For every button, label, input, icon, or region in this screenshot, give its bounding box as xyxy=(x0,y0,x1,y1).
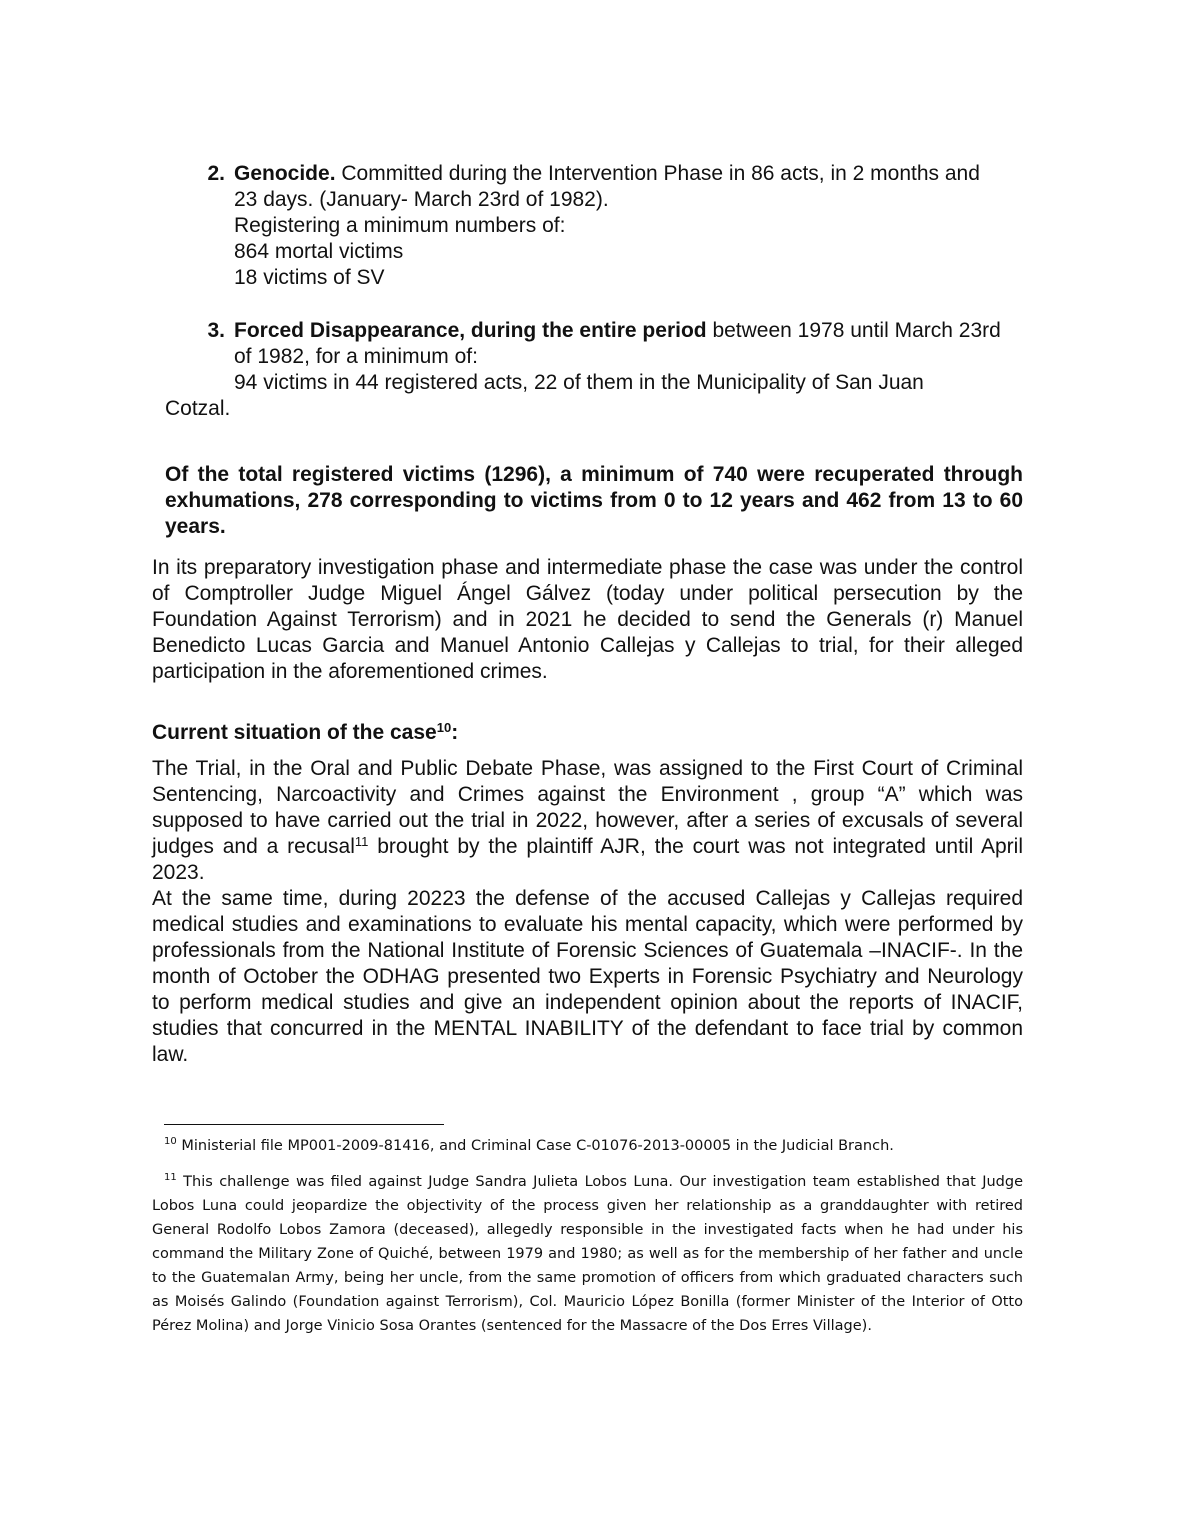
list-item-line: 864 mortal victims xyxy=(234,240,404,263)
list-item-title: Forced Disappearance, during the entire period xyxy=(234,319,707,342)
heading-colon: : xyxy=(451,721,459,744)
footnote-number: 10 xyxy=(164,1136,177,1147)
heading-text: Current situation of the case xyxy=(152,721,437,744)
list-item-line xyxy=(234,318,1001,344)
list-item-line xyxy=(234,161,980,187)
section-heading xyxy=(152,720,458,746)
footnote-ref[interactable]: 10 xyxy=(436,720,452,735)
footnote-10 xyxy=(164,1134,1023,1158)
footnote-text: This challenge was filed against Judge Sandra Julieta Lobos Luna. Our investigation team established that Judge Lobos Luna could jeopardize the objectivity of the process given her relationship as a granddaughter with retired General Rodolfo Lobos Zamora (deceased), allegedly responsible in the investigated facts when he had under his command the Military Zone of Quiché, between 1979 and 1980; as well as for the membership of her father and uncle to the Guatemalan Army, being her uncle, from the same promotion of officers from which graduated characters such as Moisés Galindo (Foundation against Terrorism), Col. Mauricio López Bonilla (former Minister of the Interior of Otto Pérez Molina) and Jorge Vinicio Sosa Orantes (sentenced for the Massacre of the Dos Erres Village). xyxy=(152,1174,1023,1334)
investigation-paragraph: In its preparatory investigation phase and intermediate phase the case was under the control of Comptroller Judge Miguel Ángel Gálvez (today under political persecution by the Foundation Against Terrorism) and in 2021 he decided to send the Generals (r) Manuel Benedicto Lucas Garcia and Manuel Antonio Callejas y Callejas to trial, for their alleged participation in the aforementioned crimes. xyxy=(152,556,1023,683)
list-item-line: Cotzal. xyxy=(165,397,231,420)
list-item-line: 23 days. (January- March 23rd of 1982). xyxy=(234,188,609,211)
list-item-line: 94 victims in 44 registered acts, 22 of them in the Municipality of San Juan xyxy=(234,371,924,394)
list-item-body xyxy=(234,161,980,291)
list-item-title: Genocide. xyxy=(234,162,336,185)
list-item-line: 18 victims of SV xyxy=(234,266,385,289)
paragraph-text: The Trial, in the Oral and Public Debate Phase, was assigned to the First Court of Criminal Sentencing, Narcoactivity and Crimes against the Environment , group “A” which was supposed to have carried out the trial in 2022, however, after a series of excusals of several judges and a recusal xyxy=(152,757,1023,858)
victims-summary: Of the total registered victims (1296), a minimum of 740 were recuperated through exhumations, 278 corresponding to victims from 0 to 12 years and 462 from 13 to 60 years. xyxy=(165,463,1023,538)
footnote-text: Ministerial file MP001-2009-81416, and Criminal Case C-01076-2013-00005 in the Judicial Branch. xyxy=(176,1138,894,1154)
medical-paragraph: At the same time, during 20223 the defense of the accused Callejas y Callejas required medical studies and examinations to evaluate his mental capacity, which were performed by professionals from the National Institute of Forensic Sciences of Guatemala –INACIF-. In the month of October the ODHAG presented two Experts in Forensic Psychiatry and Neurology to perform medical studies and give an independent opinion about the reports of INACIF, studies that concurred in the MENTAL INABILITY of the defendant to face trial by common law. xyxy=(152,887,1023,1066)
footnote-separator xyxy=(164,1124,444,1125)
list-number: 2. xyxy=(207,162,225,185)
footnote-11 xyxy=(152,1170,1023,1338)
list-item-line: of 1982, for a minimum of: xyxy=(234,345,478,368)
list-item-text: between 1978 until March 23rd xyxy=(706,319,1001,342)
footnote-ref[interactable]: 11 xyxy=(354,834,369,849)
list-number: 3. xyxy=(207,319,225,342)
paragraph-text: brought by the plaintiff AJR, the court was not integrated until April 2023. xyxy=(152,835,1023,884)
list-item-line: Registering a minimum numbers of: xyxy=(234,214,566,237)
footnote-number: 11 xyxy=(164,1172,177,1183)
trial-paragraph xyxy=(152,756,1023,886)
list-item-text: Committed during the Intervention Phase in 86 acts, in 2 months and xyxy=(335,162,980,185)
list-item-body xyxy=(234,318,1001,396)
